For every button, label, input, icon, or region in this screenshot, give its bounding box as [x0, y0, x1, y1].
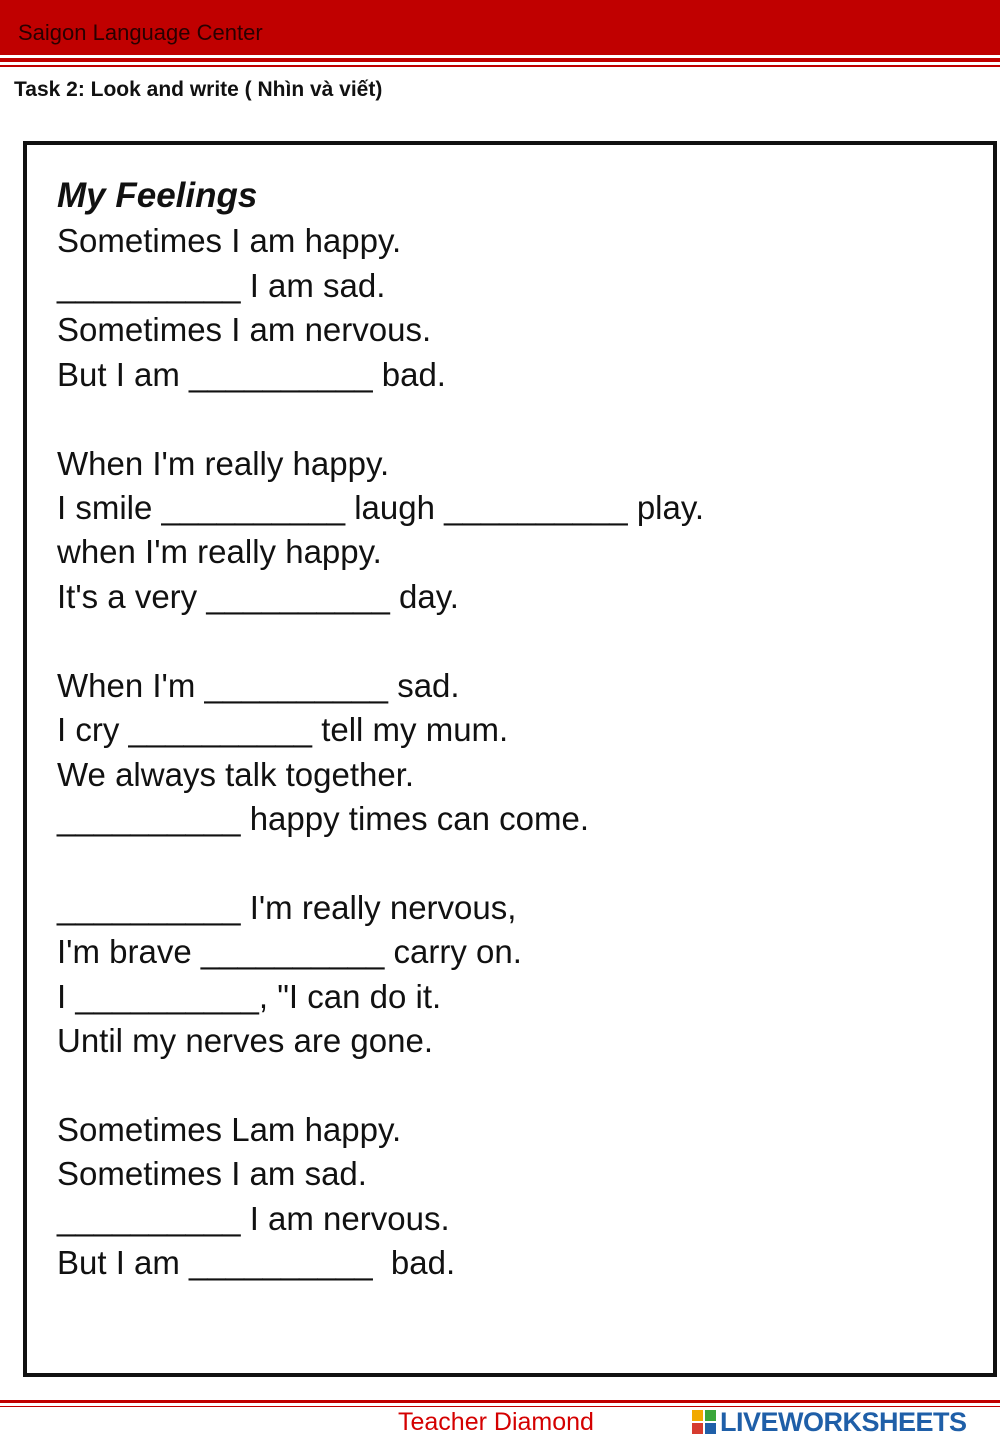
poem-line-blank[interactable]: I'm brave __________ carry on.	[57, 933, 522, 970]
poem-title: My Feelings	[57, 176, 258, 215]
liveworksheets-logo-icon	[692, 1410, 716, 1434]
poem-line: Sometimes I am happy.	[57, 222, 402, 259]
poem-line: Sometimes I am sad.	[57, 1155, 367, 1192]
header-rule-thick	[0, 58, 1000, 62]
poem-line-blank[interactable]: I cry __________ tell my mum.	[57, 711, 509, 748]
poem-line: Sometimes I am nervous.	[57, 311, 432, 348]
footer-rule-thick	[0, 1400, 1000, 1403]
poem-line-blank[interactable]: __________ I'm really nervous,	[57, 889, 517, 926]
poem-line-blank[interactable]: But I am __________ bad.	[57, 1244, 456, 1281]
liveworksheets-logo[interactable]	[692, 1404, 967, 1440]
poem-line-blank[interactable]: __________ I am sad.	[57, 267, 386, 304]
poem-line: when I'm really happy.	[57, 533, 382, 570]
poem-line: Until my nerves are gone.	[57, 1022, 434, 1059]
poem-line-blank[interactable]: But I am __________ bad.	[57, 356, 446, 393]
header-title: Saigon Language Center	[18, 20, 263, 45]
poem-line-blank[interactable]: I __________, "I can do it.	[57, 978, 442, 1015]
poem-line-blank[interactable]: I smile __________ laugh __________ play.	[57, 489, 705, 526]
poem-line-blank[interactable]: When I'm __________ sad.	[57, 667, 460, 704]
poem-line-blank[interactable]: It's a very __________ day.	[57, 578, 459, 615]
poem-line: Sometimes Lam happy.	[57, 1111, 402, 1148]
poem-line-blank[interactable]: __________ I am nervous.	[57, 1200, 450, 1237]
header-rule-thin	[0, 65, 1000, 67]
footer-author: Teacher Diamond	[398, 1408, 594, 1436]
task-title: Task 2: Look and write ( Nhìn và viết)	[14, 78, 383, 101]
poem-line: We always talk together.	[57, 756, 415, 793]
poem-line-blank[interactable]: __________ happy times can come.	[57, 800, 590, 837]
poem-line: When I'm really happy.	[57, 445, 390, 482]
liveworksheets-logo-text: LIVEWORKSHEETS	[720, 1406, 967, 1437]
